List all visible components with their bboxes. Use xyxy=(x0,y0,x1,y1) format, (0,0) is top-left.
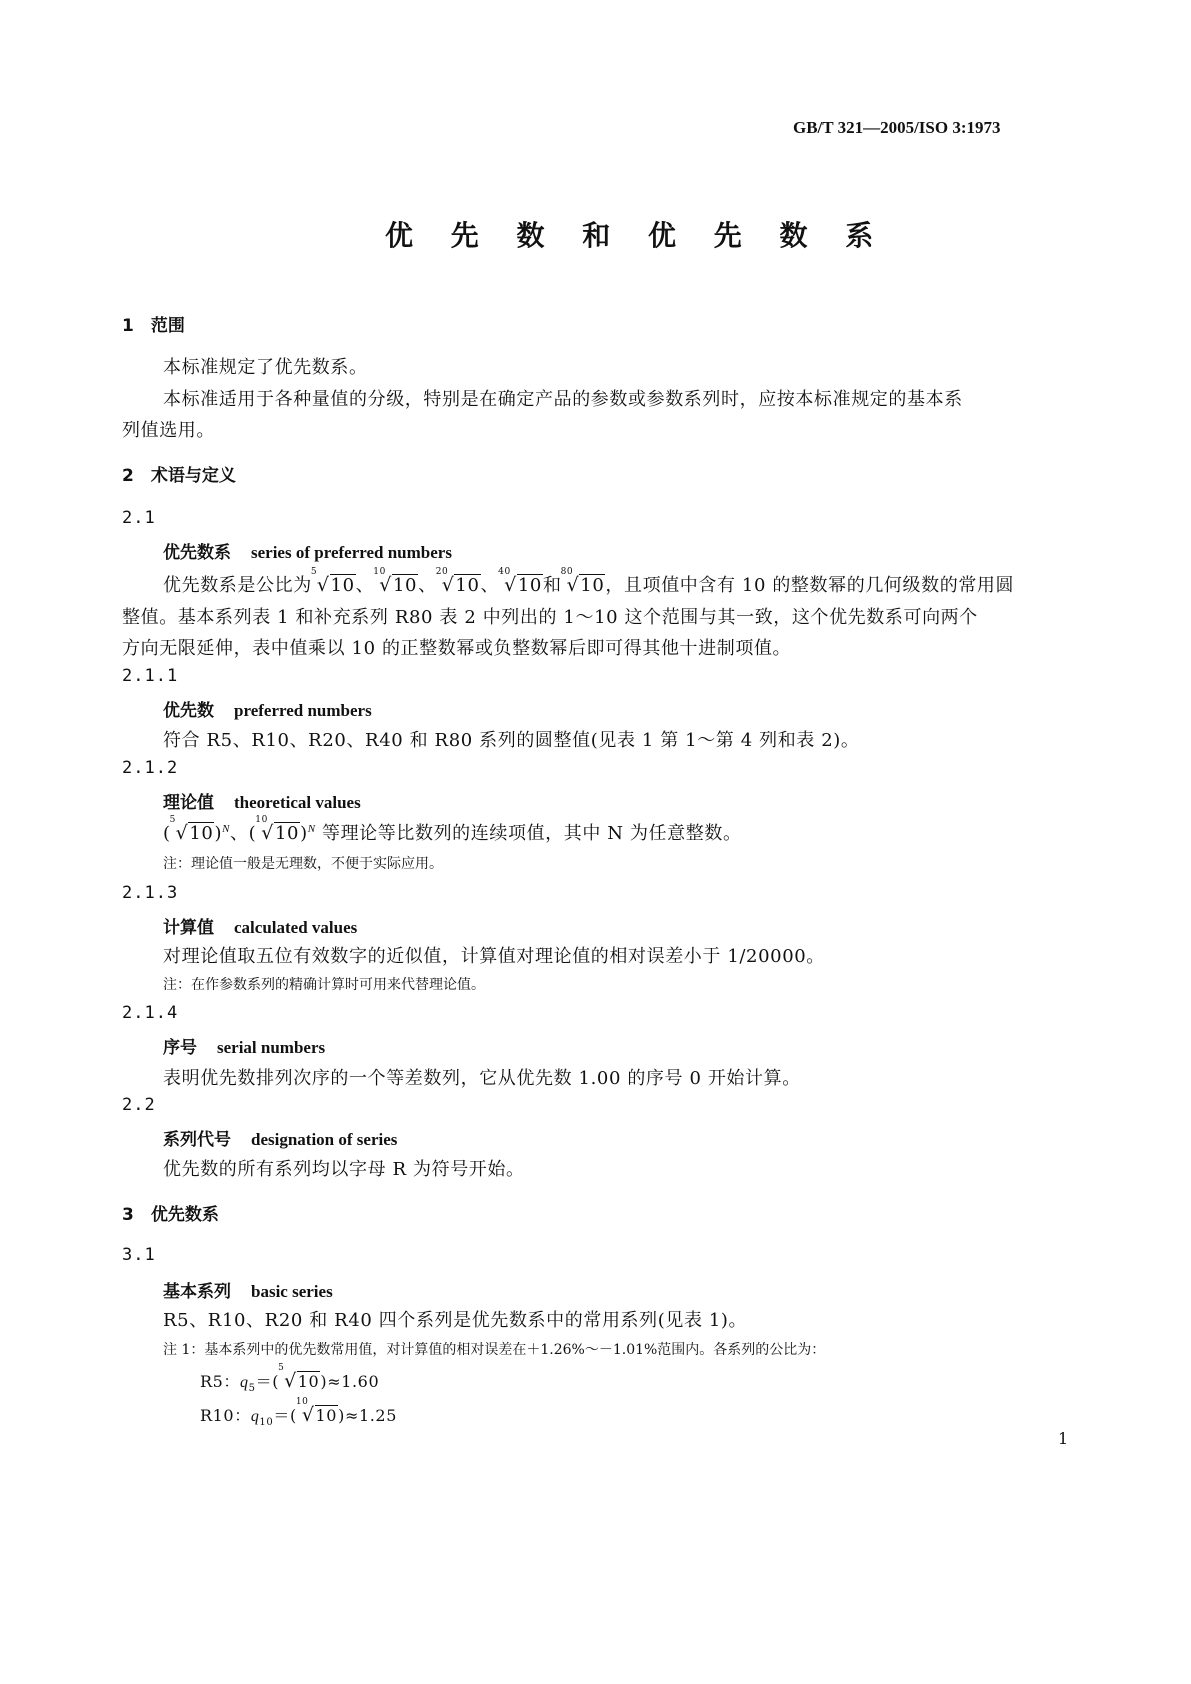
radical: 5 √10 xyxy=(310,567,355,596)
clause-number: 2.1.3 xyxy=(122,883,179,903)
clause-number: 2.1.4 xyxy=(122,1003,179,1023)
paragraph: 本标准规定了优先数系。 xyxy=(163,357,368,378)
radical: 20 √10 xyxy=(435,567,480,596)
definition-line: R5、R10、R20 和 R40 四个系列是优先数系中的常用系列(见表 1)。 xyxy=(163,1310,748,1331)
term-entry xyxy=(163,538,452,563)
section-heading-scope: 1 范围 xyxy=(122,316,185,336)
radical: 80 √10 xyxy=(560,567,605,596)
section-heading-terms: 2 术语与定义 xyxy=(122,466,236,486)
note: 注：理论值一般是无理数，不便于实际应用。 xyxy=(163,856,443,872)
definition-line: ( 5 √10)$^N$、( 10 √10)$^N$ 等理论等比数列的连续项值，其中 N 为任意整数。 xyxy=(163,815,742,844)
radical: 40 √10 xyxy=(498,567,542,596)
radical: 5 √10 xyxy=(169,815,214,844)
term-entry: 基本系列 basic series xyxy=(163,1282,333,1302)
definition-line: 整值。基本系列表 1 和补充系列 R80 表 2 中列出的 1～10 这个范围与其一致，这个优先数系可向两个 xyxy=(122,607,978,628)
term-entry: 系列代号 designation of series xyxy=(163,1130,398,1150)
ratio-r10: R10：$q_{10}=$( 10 √10)≈1.25 xyxy=(200,1397,397,1429)
section-heading-series: 3 优先数系 xyxy=(122,1205,219,1225)
note: 注 1：基本系列中的优先数常用值，对计算值的相对误差在＋1.26%～－1.01%范围内。各系列的公比为： xyxy=(163,1342,826,1358)
definition-line: 方向无限延伸，表中值乘以 10 的正整数幂或负整数幂后即可得其他十进制项值。 xyxy=(122,638,792,659)
clause-number: 2.1.1 xyxy=(122,666,179,686)
standard-code: GB/T 321—2005/ISO 3:1973 xyxy=(793,118,1001,137)
definition-line: 优先数系是公比为 5 √10、 10 √10、 20 √10、 40 √10和 80 √10，且项值中含有 10 的整数幂的几何级数的常用圆 xyxy=(163,567,1015,596)
ratio-r5: R5：$q_5=$( 5 √10)≈1.60 xyxy=(200,1363,380,1395)
radical: 10 √10 xyxy=(255,815,300,844)
paragraph: 本标准适用于各种量值的分级，特别是在确定产品的参数或参数系列时，应按本标准规定的基本系 xyxy=(163,389,963,410)
clause-number: 2.2 xyxy=(122,1095,156,1115)
definition-line: 对理论值取五位有效数字的近似值，计算值对理论值的相对误差小于 1/20000。 xyxy=(163,946,825,967)
clause-number: 2.1 xyxy=(122,508,156,528)
document-title: 优 先 数 和 优 先 数 系 xyxy=(385,219,888,252)
clause-number: 3.1 xyxy=(122,1245,156,1265)
paragraph: 列值选用。 xyxy=(122,420,215,441)
term-entry: 计算值 calculated values xyxy=(163,918,358,938)
term-entry: 优先数 preferred numbers xyxy=(163,701,372,721)
term-zh: 优先数系 xyxy=(163,543,231,563)
definition-line: 优先数的所有系列均以字母 R 为符号开始。 xyxy=(163,1159,525,1180)
radical: 10 √10 xyxy=(373,567,418,596)
definition-line: 表明优先数排列次序的一个等差数列，它从优先数 1.00 的序号 0 开始计算。 xyxy=(163,1068,801,1089)
clause-number: 2.1.2 xyxy=(122,758,179,778)
note: 注：在作参数系列的精确计算时可用来代替理论值。 xyxy=(163,977,485,993)
definition-line: 符合 R5、R10、R20、R40 和 R80 系列的圆整值(见表 1 第 1～第 4 列和表 2)。 xyxy=(163,730,860,751)
term-entry: 理论值 theoretical values xyxy=(163,793,361,813)
term-en: series of preferred numbers xyxy=(251,543,452,562)
page-number: 1 xyxy=(1058,1429,1069,1448)
term-entry: 序号 serial numbers xyxy=(163,1038,326,1058)
